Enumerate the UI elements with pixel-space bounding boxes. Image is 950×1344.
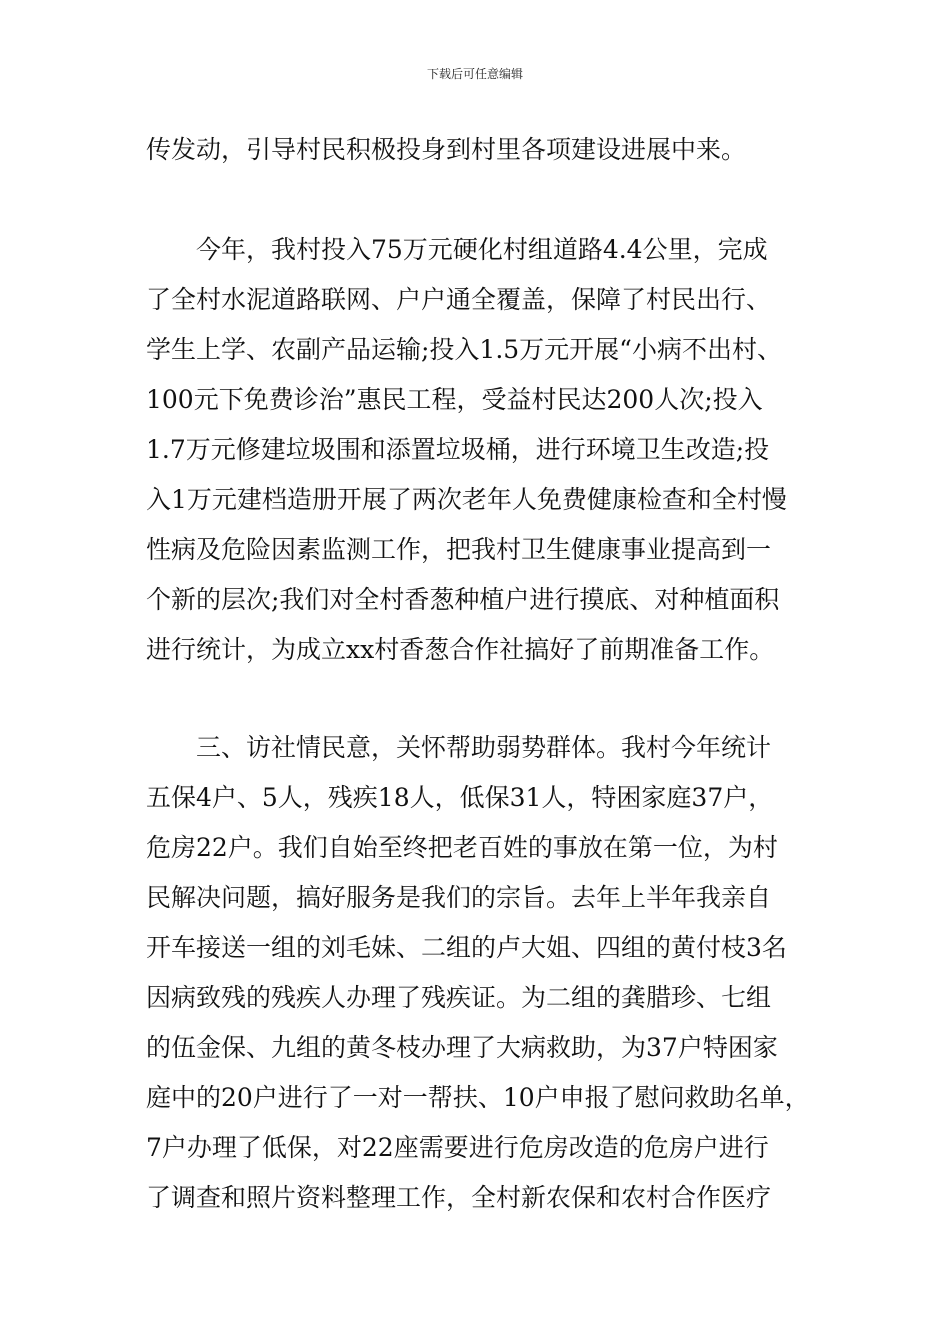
paragraph-3-line-6: 因病致残的残疾人办理了残疾证。为二组的龚腊珍、七组	[146, 983, 772, 1012]
paragraph-2-line-5: 1.7万元修建垃圾围和添置垃圾桶，进行环境卫生改造;投	[146, 435, 770, 464]
paragraph-3-line-4: 民解决问题，搞好服务是我们的宗旨。去年上半年我亲自	[146, 883, 772, 912]
paragraph-2-line-4: 100元下免费诊治”惠民工程，受益村民达200人次;投入	[146, 385, 763, 414]
paragraph-3-line-9: 7户办理了低保，对22座需要进行危房改造的危房户进行	[146, 1133, 769, 1162]
paragraph-2-line-9: 进行统计，为成立xx村香葱合作社搞好了前期准备工作。	[146, 635, 775, 664]
paragraph-3-line-5: 开车接送一组的刘毛妹、二组的卢大姐、四组的黄付枝3名	[146, 933, 787, 962]
paragraph-2-line-1: 今年，我村投入75万元硬化村组道路4.4公里，完成	[146, 235, 768, 264]
paragraph-1-line-1: 传发动，引导村民积极投身到村里各项建设进展中来。	[146, 135, 747, 164]
paragraph-3-line-10: 了调查和照片资料整理工作，全村新农保和农村合作医疗	[146, 1183, 772, 1212]
paragraph-3-line-1: 三、访社情民意，关怀帮助弱势群体。我村今年统计	[146, 733, 772, 762]
paragraph-2-line-3: 学生上学、农副产品运输;投入1.5万元开展“小病不出村、	[146, 335, 782, 364]
paragraph-3-line-3: 危房22户。我们自始至终把老百姓的事放在第一位，为村	[146, 833, 778, 862]
paragraph-3-line-8: 庭中的20户进行了一对一帮扶、10户申报了慰问救助名单，	[146, 1083, 810, 1112]
paragraph-3-line-2: 五保4户、5人，残疾18人，低保31人，特困家庭37户，	[146, 783, 774, 812]
paragraph-2-line-6: 入1万元建档造册开展了两次老年人免费健康检查和全村慢	[146, 485, 787, 514]
paragraph-2-line-2: 了全村水泥道路联网、户户通全覆盖，保障了村民出行、	[146, 285, 772, 314]
paragraph-2-line-8: 个新的层次;我们对全村香葱种植户进行摸底、对种植面积	[146, 585, 780, 614]
paragraph-3-line-7: 的伍金保、九组的黄冬枝办理了大病救助，为37户特困家	[146, 1033, 778, 1062]
page-header-note: 下载后可任意编辑	[426, 67, 523, 81]
paragraph-2-line-7: 性病及危险因素监测工作，把我村卫生健康事业提高到一	[146, 535, 772, 564]
